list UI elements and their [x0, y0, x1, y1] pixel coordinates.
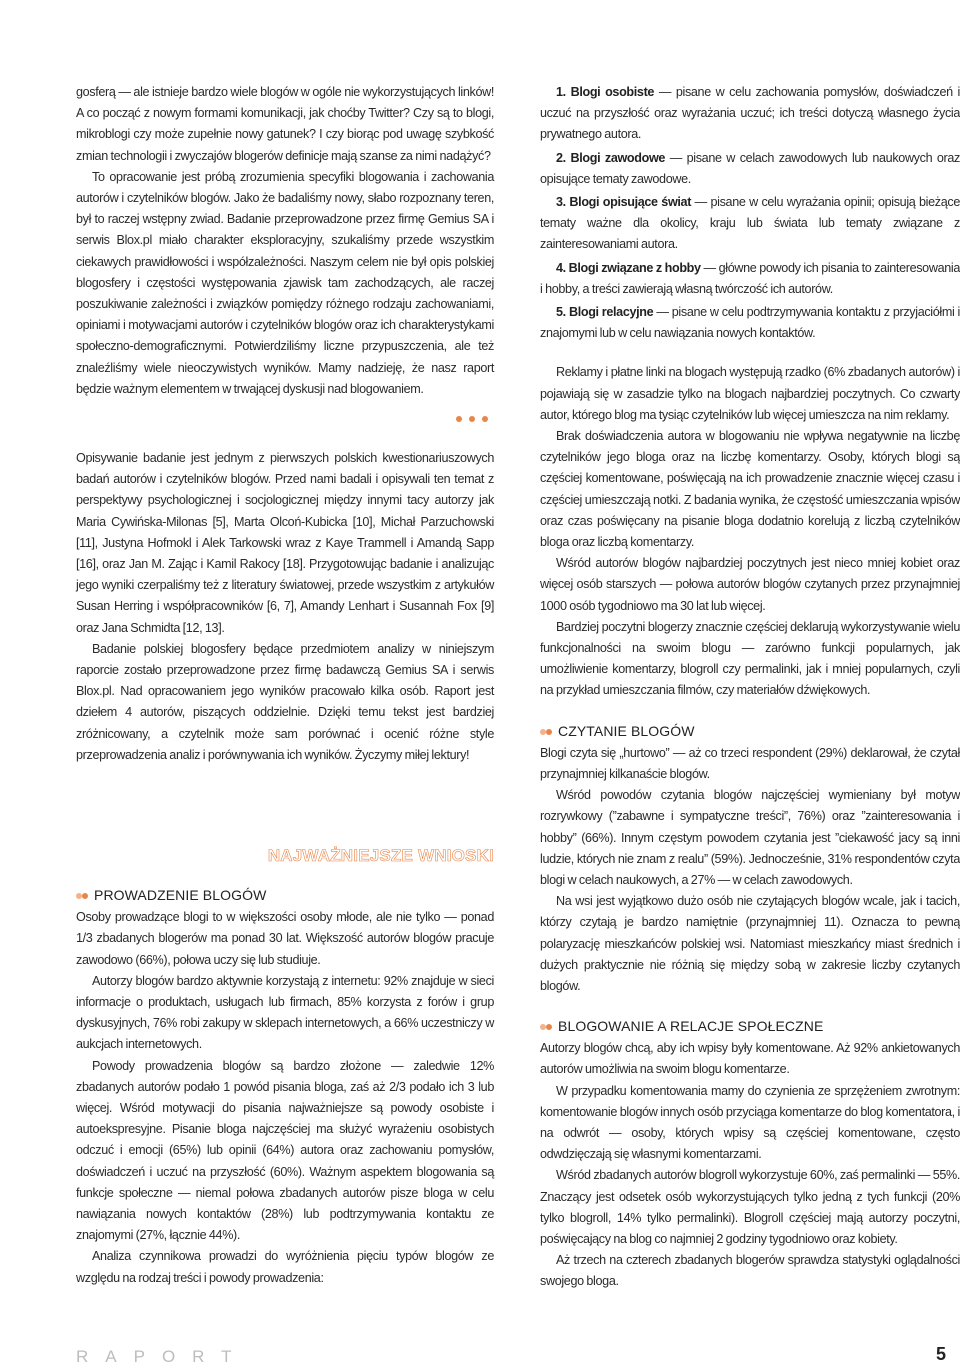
- experience-paragraph: Brak doświadczenia autora w blogowaniu nie wpływa negatywnie na liczbę czytelników jego bloga oraz na liczbę komentarzy. Osoby, których blogi są częściej komentowane, poświęcają na ich prowadzenie znacznie więcej czasu i częściej umieszczają notki. Z badania wynika, że częstość umieszczania wpisów oraz czas poświęcany na pisanie bloga dodatnio korelują z liczbą czytelników bloga oraz liczbą komentarzy.: [540, 429, 960, 550]
- blog-type-item: 3. Blogi opisujące świat — pisane w celu wyrażania opinii; opisują bieżące tematy ważne dla okolicy, kraju lub świata lub tematy związane z zainteresowaniami autora.: [540, 195, 960, 252]
- bullet-dots-icon: [540, 726, 556, 736]
- bullet-dots-icon: [540, 1021, 556, 1031]
- czytanie-paragraph-2: Wśród powodów czytania blogów najczęściej wymieniany był motyw rozrywkowy (”zabawne i sympatyczne treści”, 76%) oraz ”zainteresowania i hobby” (66%). Innym częstym powodem czytania jest ”ciekawość jacy są inni ludzie, których nie znam z realu” (59%). Jednocześnie, 31% respondentów czyta blogi w celach naukowych, a 27% — w celach zawodowych.: [540, 788, 960, 887]
- prowadzenie-paragraph-4: Analiza czynnikowa prowadzi do wyróżnienia pięciu typów blogów ze względu na rodzaj treści i powody prowadzenia:: [76, 1249, 494, 1285]
- ads-paragraph: Reklamy i płatne linki na blogach występują rzadko (6% zbadanych autorów) i pojawiają się w zasadzie tylko na blogach najbardziej poczytnych. Co czwarty autor, którego blog ma tysiąc czytelników lub więcej umieszcza na nim reklamy.: [540, 365, 960, 422]
- subheading-czytanie-blogow: [540, 720, 960, 742]
- section-title: NAJWAŻNIEJSZE WNIOSKI: [267, 846, 494, 866]
- relacje-paragraph-1: Autorzy blogów chcą, aby ich wpisy były komentowane. Aż 92% ankietowanych autorów umożliwia na swoim blogu komentarze.: [540, 1041, 960, 1077]
- functionality-paragraph: Bardziej poczytni blogerzy znacznie częściej deklarują wykorzystywanie wielu funkcjonalności na swoim blogu — zarówno funkcji popularnych, jak umożliwienie komentarzy, blogroll czy permalinki, jak i mniej popularnych, czyli na przykład umieszczania filmów, czy materiałów dźwiękowych.: [540, 619, 960, 698]
- czytanie-paragraph-1: Blogi czyta się „hurtowo” — aż co trzeci respondent (29%) deklarował, że czytał przynajmniej kilkanaście blogów.: [540, 745, 960, 781]
- subheading-label: BLOGOWANIE A RELACJE SPOŁECZNE: [558, 1018, 824, 1035]
- prowadzenie-paragraph-2: Autorzy blogów bardzo aktywnie korzystają z internetu: 92% znajduje w sieci informacje o produktach, usługach lub firmach, 85% korzysta z forów i grup dyskusyjnych, 76% robi zakupy w sklepach internetowych, a 66% uczestniczy w aukcjach internetowych.: [76, 973, 494, 1052]
- blog-type-item: 1. Blogi osobiste — pisane w celu zachowania pomysłów, doświadczeń i uczuć na przyszłość oraz wyrażania uczuć; ich treści dotyczą własnego życia prywatnego autora.: [540, 85, 960, 142]
- prowadzenie-paragraph-3: Powody prowadzenia blogów są bardzo złożone — zaledwie 12% zbadanych autorów podało 1 powód pisania bloga, zaś aż 2/3 podało ich 3 lub więcej. Wśród motywacji do pisania najważniejsze są powody osobiste i autoekspresyjne. Pisanie bloga najczęściej ma służyć wyrażeniu osobistych odczuć i emocji (65%) lub opinii (64%) autora oraz zachowaniu pomysłów, doświadczeń i uczuć na przyszłość (60%). Ważnym aspektem blogowania są funkcje społeczne — niemal połowa zbadanych autorów pisze bloga w celu nawiązania nowych kontaktów (28%) lub podtrzymywania kontaktu ze znajomymi (27%, łącznie 44%).: [76, 1058, 494, 1243]
- section-separator-dots: [76, 410, 494, 430]
- blog-types-list: [540, 82, 960, 344]
- relacje-paragraph-4: Aż trzech na czterech zbadanych blogerów sprawdza statystyki oglądalności swojego bloga.: [540, 1253, 960, 1289]
- subheading-relacje-spoleczne: [540, 1015, 960, 1037]
- subheading-label: PROWADZENIE BLOGÓW: [94, 887, 267, 904]
- left-column: [76, 82, 494, 1289]
- bullet-dots-icon: [76, 890, 92, 900]
- subheading-label: CZYTANIE BLOGÓW: [558, 722, 695, 739]
- relacje-paragraph-3: Wśród zbadanych autorów blogroll wykorzystuje 60%, zaś permalinki — 55%. Znaczący jest odsetek osób wykorzystujących tylko jedną z tych funkcji (20% tylko blogroll, 14% tylko permalinki). Blogroll częściej mają autorzy poczytni, poświęcający na blog co najmniej 2 godziny tygodniowo oraz kobiety.: [540, 1168, 960, 1246]
- blog-type-item: 2. Blogi zawodowe — pisane w celach zawodowych lub naukowych oraz opisujące tematy zawodowe.: [540, 150, 960, 186]
- intro-paragraph-1: gosferą — ale istnieje bardzo wiele blogów w ogóle nie wykorzystujących linków! A co począć z nowym formami komunikacji, jak choćby Twitter? Czy są to blogi, mikroblogi czy może zupełnie nowy gatunek? I czy biorąc pod uwagę szybkość zmian technologii i zwyczajów blogerów definicje mają szanse za nimi nadążyć?: [76, 85, 494, 163]
- popular-authors-paragraph: Wśród autorów blogów najbardziej poczytnych jest nieco mniej kobiet oraz więcej osób starszych — połowa autorów blogów czytanych przez przynajmniej 1000 osób tygodniowo ma 30 lat lub więcej.: [540, 556, 960, 613]
- description-paragraph-1: Opisywanie badanie jest jednym z pierwszych polskich kwestionariuszowych badań autorów i czytelników blogów. Przed nami badali i opisywali ten temat z perspektywy psychologicznej i socjologicznej między innymi tacy autorzy jak Maria Cywińska-Milonas [5], Marta Olcoń-Kubicka [10], Michał Parzuchowski [11], Justyna Hofmokl i Alek Tarkowski wraz z Kaye Trammell i Amandą Sapp [16], oraz Jan M. Zając i Kamil Rakocy [18]. Przygotowując badanie i analizując jego wyniki czerpaliśmy też z literatury światowej, przede wszystkim z artykułów Susan Herring i współpracowników [6, 7], Amandy Lenhart i Susannah Fox [9] oraz Jana Schmidta [12, 13].: [76, 451, 494, 635]
- blog-type-item: 5. Blogi relacyjne — pisane w celu podtrzymywania kontaktu z przyjaciółmi i znajomymi lub w celu nawiązania nowych kontaktów.: [540, 305, 960, 341]
- page-number: 5: [935, 1344, 946, 1364]
- relacje-paragraph-2: W przypadku komentowania mamy do czynienia ze sprzężeniem zwrotnym: komentowanie blogów innych osób przyciąga komentarze do blog komentatora, i na odwrót — osoby, których wpisy są częściej komentowane, często odwdzięczają się własnymi komentarzami.: [540, 1083, 960, 1162]
- intro-paragraph-2: To opracowanie jest próbą zrozumienia specyfiki blogowania i zachowania autorów i czytelników blogów. Jako że badaliśmy nowy, słabo rozpoznany teren, był to raczej wstępny zwiad. Badanie przeprowadzone przez firmę Gemius SA i serwis Blox.pl miało charakter eksploracyjny, szukaliśmy przede wszystkim ciekawych prawidłowości i współzależności. Naszym celem nie był opis polskiej blogosfery i częstości występowania zjawisk tam zachodzących, ale raczej poszukiwanie zależności i związków pomiędzy różnego rodzaju zachowaniami, opiniami i motywacjami autorów i czytelników blogów oraz ich charakterystykami społeczno-demograficznymi. Potwierdziliśmy liczne przypuszczenia, ale też znaleźliśmy wiele nieoczywistych wyników. Mamy nadzieję, że nasz raport będzie ważnym elementem w trwającej dyskusji nad blogowaniem.: [76, 169, 494, 396]
- footer-raport-label: RAPORT: [76, 1347, 249, 1366]
- czytanie-paragraph-3: Na wsi jest wyjątkowo dużo osób nie czytających blogów wcale, jak i tacich, którzy czytają je bardzo namiętnie (przynajmniej 11). Oznacza to pewną polaryzację mieszkańców polskiej wsi. Natomiast mieszkańcy miast średnich i dużych praktycznie nie różnią się między sobą w zakresie liczby czytanych blogów.: [540, 894, 960, 993]
- prowadzenie-paragraph-1: Osoby prowadzące blogi to w większości osoby młode, ale nie tylko — ponad 1/3 zbadanych blogerów ma ponad 30 lat. Większość autorów blogów pracuje zawodowo (66%), połowa uczy się lub studiuje.: [76, 910, 494, 967]
- description-paragraph-2: Badanie polskiej blogosfery będące przedmiotem analizy w niniejszym raporcie zostało przeprowadzone przez firmę badawczą Gemius SA i serwis Blox.pl. Nad opracowaniem jego wyników pracowało kilka osób. Raport jest dziełem 4 autorów, piszących oddzielnie. Dzięki temu tekst jest bardziej zróżnicowany, a czytelnik może sam porównać i ocenić różne style przeprowadzenia analiz i porównywania ich wyników. Życzymy miłej lektury!: [76, 641, 494, 762]
- blog-type-item: 4. Blogi związane z hobby — główne powody ich pisania to zainteresowania i hobby, a treści zawierają własną twórczość ich autorów.: [540, 260, 960, 296]
- right-column: [540, 82, 960, 1293]
- subheading-prowadzenie-blogow: [76, 884, 494, 906]
